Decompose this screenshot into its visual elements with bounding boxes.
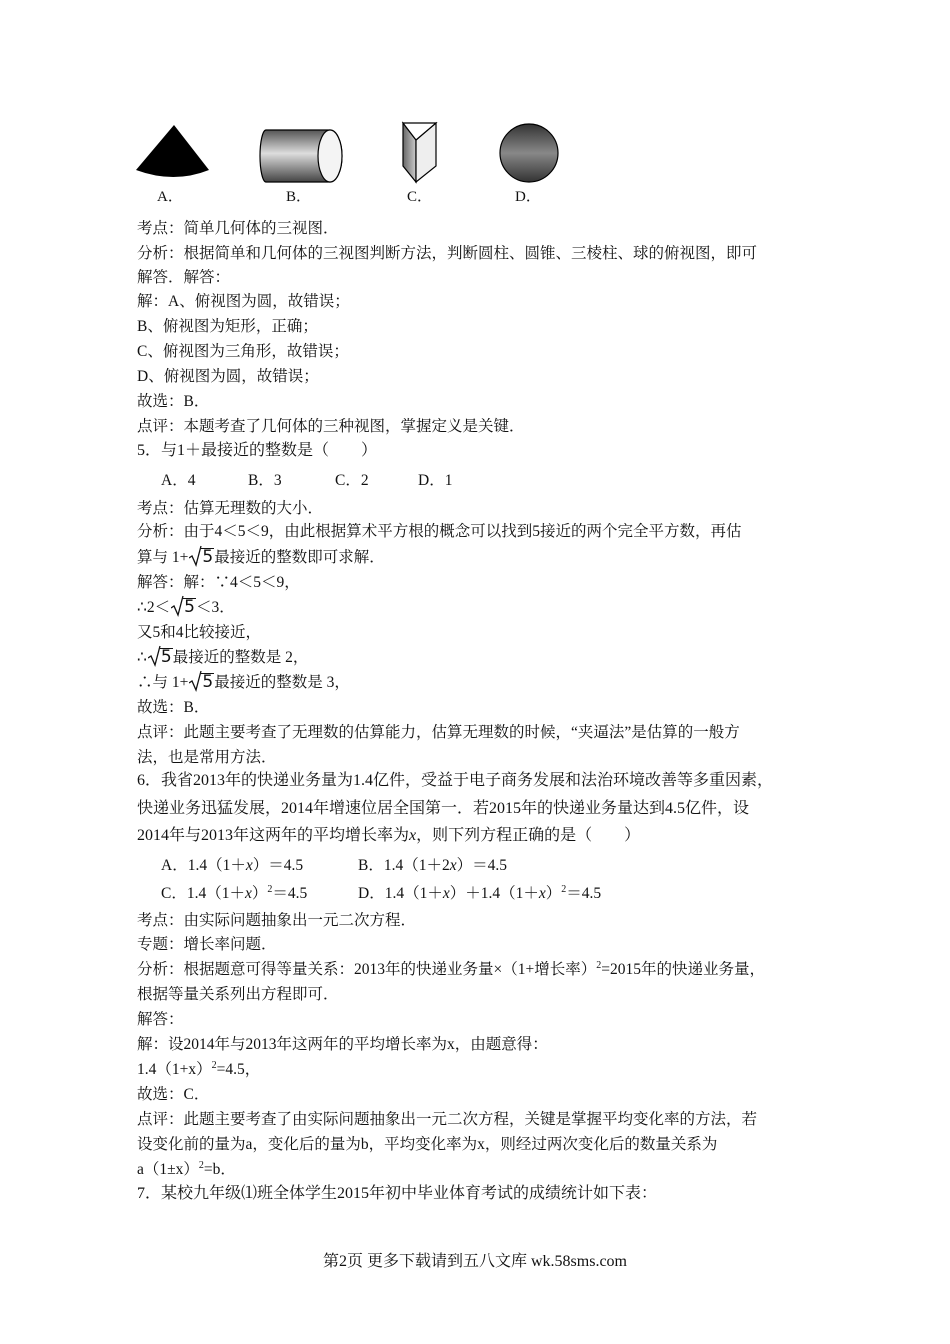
q5-jieda: 解答：解：∵4＜5＜9，: [137, 574, 300, 591]
q4-line1: 解：A、俯视图为圆，故错误；: [137, 293, 350, 310]
q4-kaodian: 考点：简单几何体的三视图．: [137, 220, 339, 237]
q5-line4: ∴与 1+ 5最接近的整数是 3，: [137, 672, 350, 692]
sphere-icon: [499, 122, 561, 184]
q5-kaodian: 考点：估算无理数的大小．: [137, 500, 324, 517]
q4-line4: D、俯视图为圆，故错误；: [137, 368, 319, 385]
q6-stem-line2: 快递业务迅猛发展，2014年增速位居全国第一．若2015年的快递业务量达到4.5亿件，设: [137, 800, 750, 817]
q4-fenxi2: 解答．解答：: [137, 269, 231, 286]
q5-dianping2: 法，也是常用方法．: [137, 749, 277, 766]
q6-line1: 解：设2014年与2013年这两年的平均增长率为x，由题意得：: [137, 1036, 548, 1053]
q4-line2: B、俯视图为矩形，正确；: [137, 318, 318, 335]
q4-fenxi: 分析：根据简单和几何体的三视图判断方法，判断圆柱、圆锥、三棱柱、球的俯视图，即可: [137, 245, 758, 262]
q6-zhuanti: 专题：增长率问题．: [137, 936, 277, 953]
q7-stem: 7．某校九年级⑴班全体学生2015年初中毕业体育考试的成绩统计如下表：: [137, 1185, 658, 1202]
page-footer: 第2页 更多下载请到五八文库 wk.58sms.com: [322, 1253, 627, 1270]
q6-stem-line3: 2014年与2013年这两年的平均增长率为x，则下列方程正确的是（ ）: [137, 827, 641, 844]
sqrt-symbol: 5: [148, 648, 173, 668]
q6-option-a: A．1.4（1＋x）＝4.5: [161, 857, 304, 874]
q6-kaodian: 考点：由实际问题抽象出一元二次方程．: [137, 912, 417, 929]
q5-option-c: C．2: [335, 472, 369, 489]
q6-dianping3: $a(1\pm x)^2=b$．: [137, 1160, 236, 1178]
cone-icon: [134, 122, 212, 180]
q5-dianping: 点评：此题主要考查了无理数的估算能力，估算无理数的时候，“夹逼法”是估算的一般方: [137, 724, 740, 741]
sqrt-symbol: 5: [189, 548, 214, 568]
q5-line1: ∴2＜ 5＜3．: [137, 597, 235, 617]
q5-line2: 又5和4比较接近，: [137, 624, 262, 641]
q5-guxuan: 故选：B．: [137, 699, 210, 716]
q5-option-a: A．4: [161, 472, 196, 489]
q6-dianping: 点评：此题主要考查了由实际问题抽象出一元二次方程，关键是掌握平均变化率的方法，若: [137, 1111, 758, 1128]
triangular-prism-icon: [398, 120, 440, 186]
sqrt-symbol: 5: [171, 598, 196, 618]
q6-option-c: C．$1.4(1+x)^2=4.5$: [161, 884, 308, 902]
q6-fenxi: 分析：根据题意可得等量关系：2013年的快递业务量×（1+增长率）$^2$=2015年的快递业务量，: [137, 960, 765, 978]
q6-option-d: D．$1.4(1+x)+1.4(1+x)^2=4.5$: [358, 884, 602, 902]
q6-option-b: B．1.4（1＋2x）＝4.5: [358, 857, 507, 874]
q6-guxuan: 故选：C．: [137, 1086, 210, 1103]
q5-stem: 5．与1＋最接近的整数是（ ）: [137, 442, 378, 459]
q6-fenxi2: 根据等量关系列出方程即可．: [137, 986, 339, 1003]
q6-dianping2: 设变化前的量为a，变化后的量为b，平均变化率为x，则经过两次变化后的数量关系为: [137, 1136, 718, 1153]
q5-option-d: D．1: [418, 472, 453, 489]
q5-fenxi2: 算与 1+ 5最接近的整数即可求解．: [137, 547, 385, 567]
sqrt-symbol: 5: [189, 673, 214, 693]
q6-jieda: 解答：: [137, 1011, 184, 1028]
q4-dianping: 点评：本题考查了几何体的三种视图，掌握定义是关键．: [137, 418, 525, 435]
q4-line3: C、俯视图为三角形，故错误；: [137, 343, 349, 360]
cylinder-icon: [258, 128, 344, 184]
q5-fenxi: 分析：由于4＜5＜9，由此根据算术平方根的概念可以找到5接近的两个完全平方数，再估: [137, 523, 742, 540]
q5-line3: ∴ 5最接近的整数是 2，: [137, 647, 309, 667]
q6-line2: $1.4(1+x)^2=4.5$，: [137, 1060, 261, 1078]
q4-guxuan: 故选：B．: [137, 393, 210, 410]
figure-label-a: A．: [157, 189, 183, 205]
figure-label-c: C．: [407, 189, 433, 205]
q6-stem-line1: 6．我省2013年的快递业务量为1.4亿件，受益于电子商务发展和法治环境改善等多重因素，: [137, 772, 774, 789]
figure-label-b: B．: [286, 189, 312, 205]
q5-option-b: B．3: [248, 472, 282, 489]
figure-label-d: D．: [515, 189, 541, 205]
